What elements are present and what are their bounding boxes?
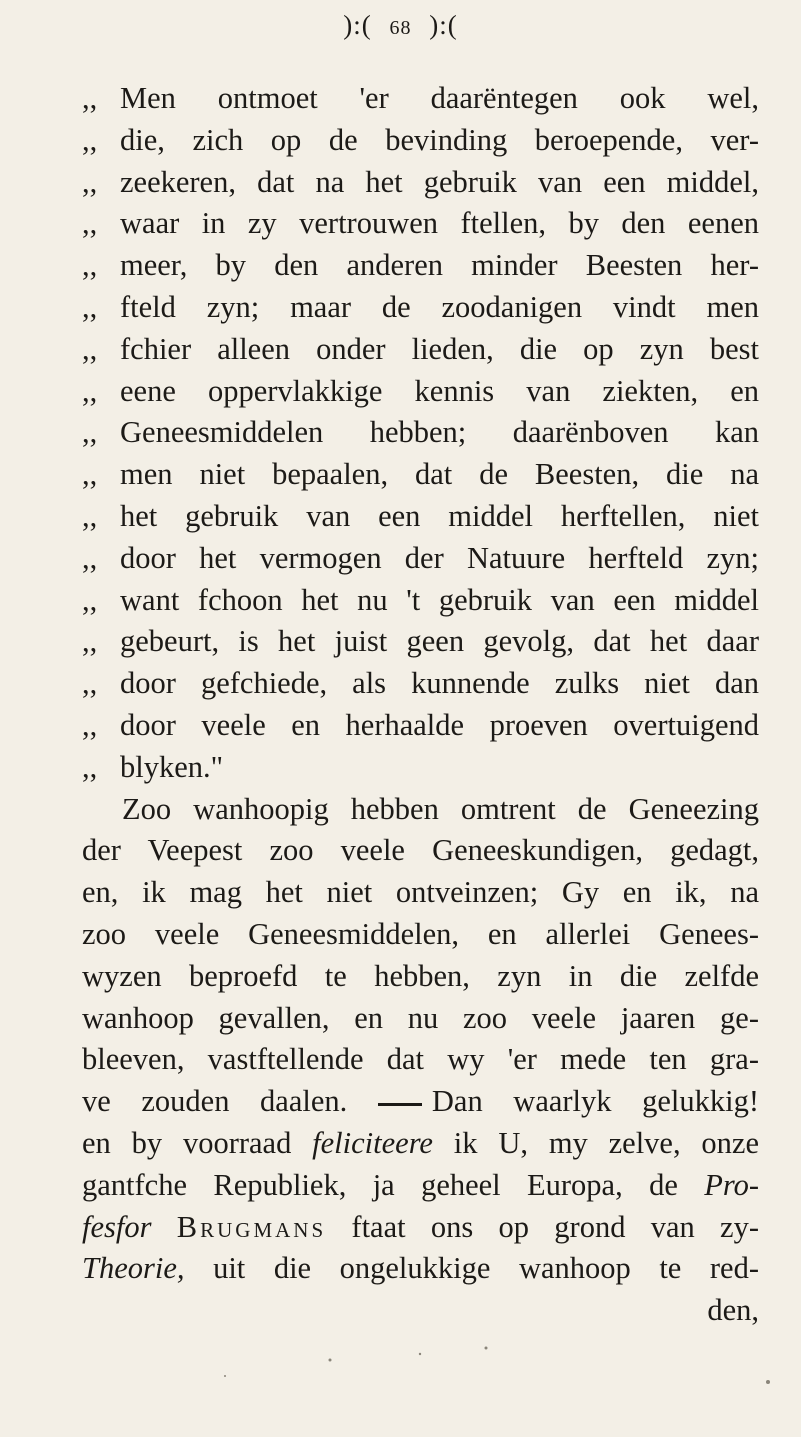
quote-mark: ,, <box>82 164 98 199</box>
quote-mark: ,, <box>82 457 98 492</box>
quoted-text: meer, by den anderen minder Beesten her- <box>120 248 759 283</box>
header-right-ornament: ):( <box>429 10 458 40</box>
text-line <box>0 496 801 538</box>
header-left-ornament: ):( <box>343 10 372 40</box>
quoted-text: gebeurt, is het juist geen gevolg, dat het daar <box>120 624 759 659</box>
text-line <box>0 1207 801 1249</box>
text-line <box>0 329 801 371</box>
quote-mark: ,, <box>82 540 98 575</box>
text-line <box>0 747 801 789</box>
quote-mark: ,, <box>82 248 98 283</box>
paragraph-text: Zoo wanhoopig hebben omtrent de Geneezing <box>122 791 759 826</box>
catchword: den, <box>707 1293 759 1328</box>
speck <box>419 1353 421 1355</box>
text-line <box>0 830 801 872</box>
text-line <box>0 956 801 998</box>
speck <box>766 1380 770 1384</box>
quoted-text: Men ontmoet 'er daarëntegen ook wel, <box>120 81 759 115</box>
text-run: en by voorraad <box>82 1125 292 1160</box>
text-line <box>0 580 801 622</box>
quoted-text: waar in zy vertrouwen ftellen, by den eenen <box>120 206 759 241</box>
paragraph-text: bleeven, vastftellende dat wy 'er mede ten gra- <box>82 1042 759 1077</box>
paragraph-text <box>82 1081 759 1123</box>
quote-mark: ,, <box>82 749 98 784</box>
text-line <box>0 203 801 245</box>
text-line <box>0 120 801 162</box>
quoted-text: men niet bepaalen, dat de Beesten, die na <box>120 457 759 492</box>
text-line <box>0 454 801 496</box>
paragraph-text <box>82 1123 759 1165</box>
text-line <box>0 914 801 956</box>
text-line <box>0 621 801 663</box>
paragraph-text: wanhoop gevallen, en nu zoo veele jaaren ge- <box>82 1000 759 1035</box>
text-line <box>0 245 801 287</box>
text-run: ve zouden daalen. <box>82 1084 348 1119</box>
text-line <box>0 872 801 914</box>
text-run: ik U, my zelve, onze <box>453 1125 759 1160</box>
text-run: ftaat ons op grond van zy- <box>351 1209 760 1244</box>
quoted-text: door veele en herhaalde proeven overtuigend <box>120 707 759 742</box>
quoted-text: Geneesmiddelen hebben; daarënboven kan <box>120 415 759 450</box>
text-line <box>0 78 801 120</box>
text-line <box>0 1123 801 1165</box>
quote-mark: ,, <box>82 498 98 533</box>
speck <box>329 1359 332 1362</box>
italic-word: Theorie, <box>82 1251 185 1286</box>
paragraph-text <box>82 1248 759 1290</box>
quote-mark: ,, <box>82 415 98 450</box>
page-body-text <box>0 78 801 1332</box>
quoted-text: door het vermogen der Natuure herfteld zyn; <box>120 540 759 575</box>
text-line <box>0 162 801 204</box>
italic-word: feliciteere <box>312 1125 433 1160</box>
paragraph-text: wyzen beproefd te hebben, zyn in die zelfde <box>82 958 759 993</box>
text-line <box>0 1039 801 1081</box>
quote-mark: ,, <box>82 373 98 408</box>
paragraph-text: zoo veele Geneesmiddelen, en allerlei Genees- <box>82 916 759 951</box>
text-line <box>0 705 801 747</box>
quote-mark: ,, <box>82 624 98 659</box>
paragraph-text: der Veepest zoo veele Geneeskundigen, gedagt, <box>82 833 759 868</box>
text-line <box>0 287 801 329</box>
text-line <box>0 412 801 454</box>
quote-mark: ,, <box>82 122 98 157</box>
quote-mark: ,, <box>82 666 98 701</box>
paper-specks <box>0 1330 801 1390</box>
quoted-text: die, zich op de bevinding beroepende, ver- <box>120 122 759 157</box>
page-number: 68 <box>389 17 412 39</box>
text-line <box>0 1290 801 1332</box>
page-header <box>0 10 801 41</box>
quoted-text: blyken." <box>120 749 224 784</box>
quoted-text: eene oppervlakkige kennis van ziekten, en <box>120 373 759 408</box>
quoted-text: zeekeren, dat na het gebruik van een middel, <box>120 164 759 199</box>
italic-word: Pro- <box>704 1167 759 1202</box>
quoted-text: door gefchiede, als kunnende zulks niet dan <box>120 666 759 701</box>
quoted-text: fteld zyn; maar de zoodanigen vindt men <box>120 289 759 324</box>
text-line <box>0 1081 801 1123</box>
quote-mark: ,, <box>82 81 98 115</box>
text-run: Dan waarlyk gelukkig! <box>431 1084 760 1119</box>
em-dash-rule <box>378 1103 422 1106</box>
text-line <box>0 1165 801 1207</box>
speck <box>485 1347 488 1350</box>
quote-mark: ,, <box>82 707 98 742</box>
quoted-text: want fchoon het nu 't gebruik van een middel <box>120 582 759 617</box>
author-name: Brugmans <box>176 1209 327 1244</box>
text-line <box>0 1248 801 1290</box>
text-line <box>0 663 801 705</box>
text-run: uit die ongelukkige wanhoop te red- <box>213 1251 759 1286</box>
text-run: gantfche Republiek, ja geheel Europa, de <box>82 1167 678 1202</box>
text-line <box>0 371 801 413</box>
text-line <box>0 538 801 580</box>
quote-mark: ,, <box>82 331 98 366</box>
italic-word: fesfor <box>82 1209 152 1244</box>
quoted-text: het gebruik van een middel herftellen, niet <box>120 498 759 533</box>
quote-mark: ,, <box>82 206 98 241</box>
quote-mark: ,, <box>82 582 98 617</box>
paragraph-text: en, ik mag het niet ontveinzen; Gy en ik, na <box>82 875 759 910</box>
speck <box>224 1375 226 1377</box>
text-line <box>0 998 801 1040</box>
quote-mark: ,, <box>82 289 98 324</box>
paragraph-text <box>82 1165 759 1207</box>
text-line <box>0 789 801 831</box>
quoted-text: fchier alleen onder lieden, die op zyn best <box>120 331 759 366</box>
paragraph-text <box>82 1207 759 1249</box>
